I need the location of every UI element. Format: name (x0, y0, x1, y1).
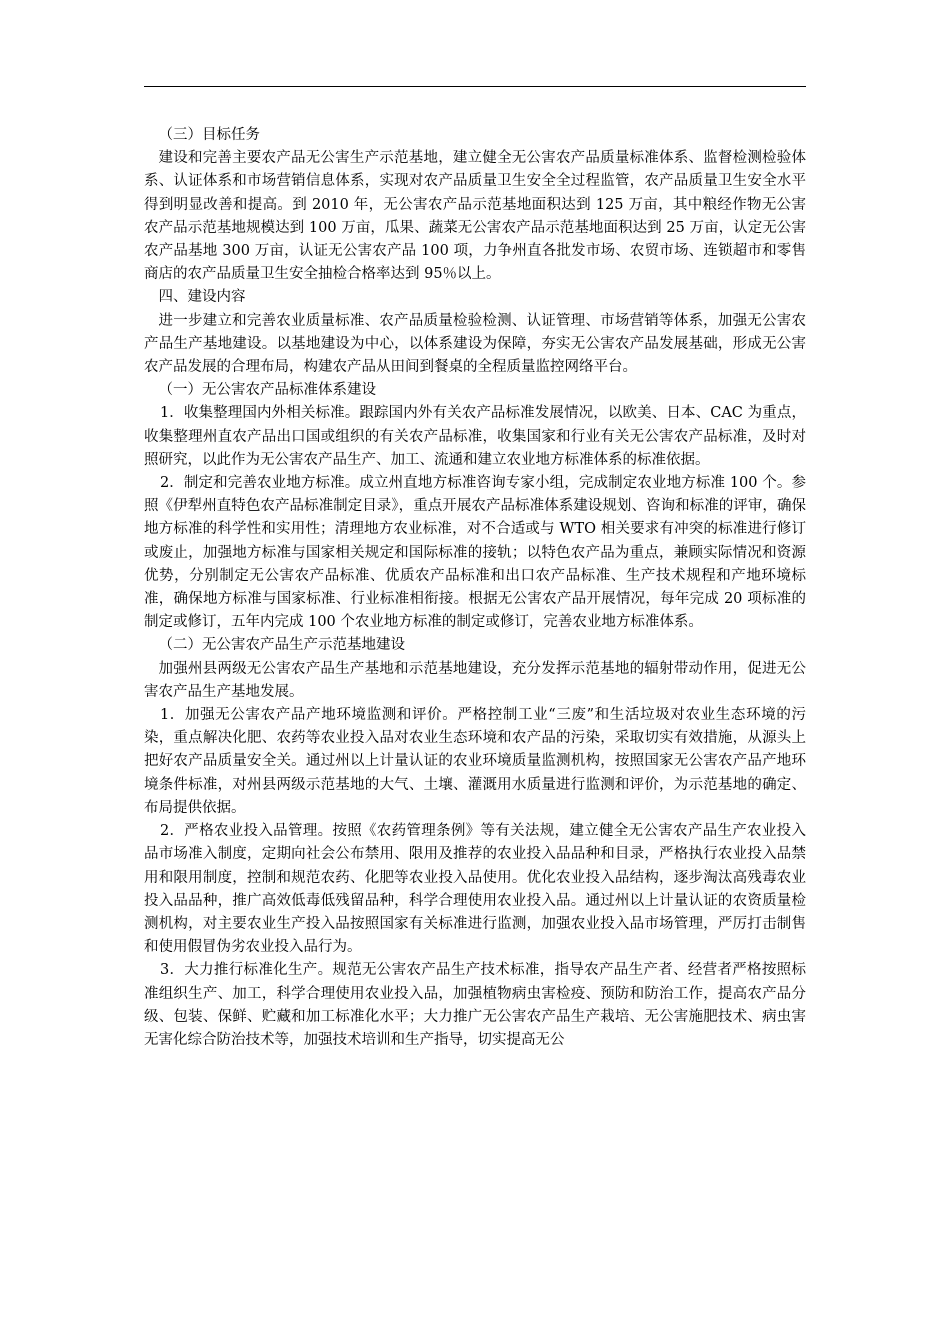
paragraph-bases-2: 2．严格农业投入品管理。按照《农药管理条例》等有关法规，建立健全无公害农产品生产农业投入品市场准入制度，定期向社会公布禁用、限用及推荐的农业投入品品种和目录，严格执行农业投入品禁用和限用制度，控制和规范农药、化肥等农业投入品使用。优化农业投入品结构，逐步淘汰高残毒农业投入品品种，推广高效低毒低残留品种，科学合理使用农业投入品。通过州以上计量认证的农资质量检测机构，对主要农业生产投入品按照国家有关标准进行监测，加强农业投入品市场管理，严厉打击制售和使用假冒伪劣农业投入品行为。 (144, 823, 806, 956)
paragraph-bases-3: 3．大力推行标准化生产。规范无公害农产品生产技术标准，指导农产品生产者、经营者严格按照标准组织生产、加工，科学合理使用农业投入品，加强植物病虫害检疫、预防和防治工作，提高农产品分级、包装、保鲜、贮藏和加工标准化水平；大力推广无公害农产品生产栽培、无公害施肥技术、病虫害无害化综合防治技术等，加强技术培训和生产指导，切实提高无公 (144, 962, 806, 1048)
paragraph-bases-intro: 加强州县两级无公害农产品生产基地和示范基地建设，充分发挥示范基地的辐射带动作用，促进无公害农产品生产基地发展。 (144, 660, 806, 700)
section-heading-goals: （三）目标任务 (158, 127, 260, 143)
section-heading-construction: 四、建设内容 (158, 289, 246, 306)
paragraph-goals: 建设和完善主要农产品无公害生产示范基地，建立健全无公害农产品质量标准体系、监督检测检验体系、认证体系和市场营销信息体系，实现对农产品质量卫生安全全过程监管，农产品质量卫生安全水平得到明显改善和提高。到 2010 年，无公害农产品示范基地面积达到 125 万亩，其中粮经作物无公害农产品示范基地规模达到 100 万亩，瓜果、蔬菜无公害农产品示范基地面积达到 25 万亩，认定无公害农产品基地 300 万亩，认证无公害农产品 100 项，力争州直各批发市场、农贸市场、连锁超市和零售商店的农产品质量卫生安全抽检合格率达到 95％以上。 (144, 150, 806, 283)
subsection-heading-bases: （二）无公害农产品生产示范基地建设 (158, 637, 405, 654)
paragraph-bases-1: 1．加强无公害农产品产地环境监测和评价。严格控制工业“三废”和生活垃圾对农业生态环境的污染，重点解决化肥、农药等农业投入品对农业生态环境和农产品的污染，采取切实有效措施，从源头上把好农产品质量安全关。通过州以上计量认证的农业环境质量监测机构，按照国家无公害农产品产地环境条件标准，对州县两级示范基地的大气、土壤、灌溉用水质量进行监测和评价，为示范基地的确定、布局提供依据。 (144, 707, 806, 816)
subsection-heading-standards: （一）无公害农产品标准体系建设 (158, 382, 376, 399)
paragraph-construction: 进一步建立和完善农业质量标准、农产品质量检验检测、认证管理、市场营销等体系，加强无公害农产品生产基地建设。以基地建设为中心，以体系建设为保障，夯实无公害农产品发展基础，形成无公害农产品发展的合理布局，构建农产品从田间到餐桌的全程质量监控网络平台。 (144, 312, 806, 376)
header-rule (144, 86, 806, 87)
paragraph-standards-1: 1．收集整理国内外相关标准。跟踪国内外有关农产品标准发展情况，以欧美、日本、CAC 为重点，收集整理州直农产品出口国或组织的有关农产品标准，收集国家和行业有关无公害农产品标准，及时对照研究，以此作为无公害农产品生产、加工、流通和建立农业地方标准体系的标准依据。 (144, 405, 806, 468)
paragraph-standards-2: 2．制定和完善农业地方标准。成立州直地方标准咨询专家小组，完成制定农业地方标准 100 个。参照《伊犁州直特色农产品标准制定目录》，重点开展农产品标准体系建设规划、咨询和标准的评审，确保地方标准的科学性和实用性；清理地方农业标准，对不合适或与 WTO 相关要求有冲突的标准进行修订或废止，加强地方标准与国家相关规定和国际标准的接轨；以特色农产品为重点，兼顾实际情况和资源优势，分别制定无公害农产品标准、优质农产品标准和出口农产品标准、生产技术规程和产地环境标准，确保地方标准与国家标准、行业标准相衔接。根据无公害农产品开展情况，每年完成 20 项标准的制定或修订，五年内完成 100 个农业地方标准的制定或修订，完善农业地方标准体系。 (144, 475, 806, 631)
document-body (144, 124, 806, 1052)
